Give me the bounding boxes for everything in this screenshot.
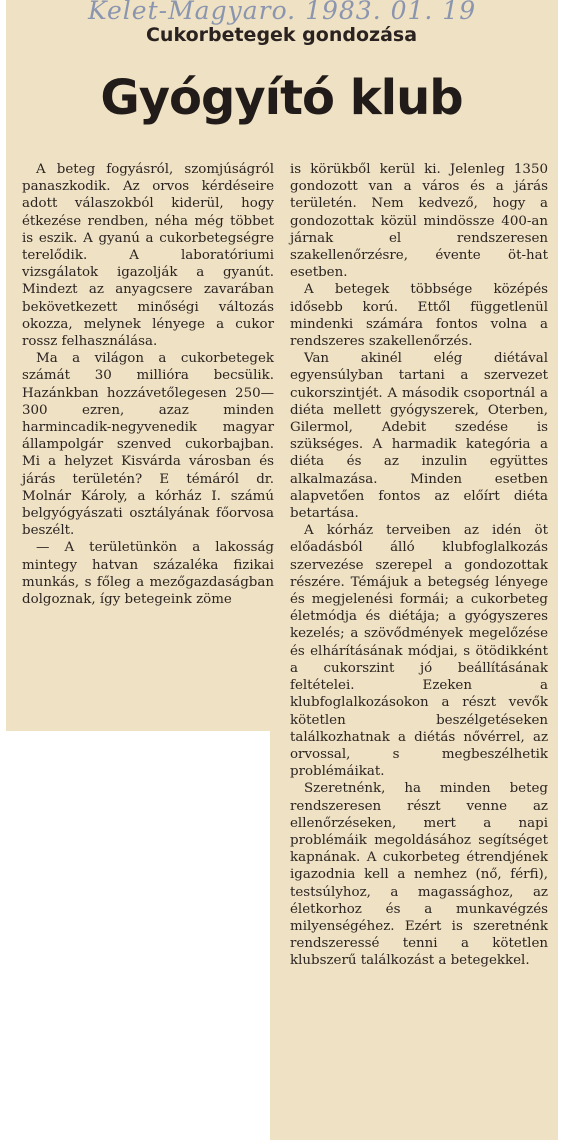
article-left-column <box>22 161 274 608</box>
article-paragraph: Van akinél elég diétával egyensúlyban tartani a szervezet cukorszintjét. A második csoportnál a diéta mellett gyógyszerek, Oterben, Gilermol, Adebit szedése is szükséges. A harmadik kategória a diéta és az inzulin együttes alkalmazása. Minden esetben alapvetően fontos az előírt diéta betartása. <box>290 351 548 522</box>
article-paragraph: Ma a világon a cukorbetegek számát 30 millióra becsülik. Hazánkban hozzávetőlegesen 250—300 ezren, azaz minden harmincadik-negyvenedik magyar állampolgár szenved cukorbajban. Mi a helyzet Kisvárda városban és járás területén? E témáról dr. Molnár Károly, a kórház I. számú belgyógyászati osztályának főorvosa beszélt. <box>22 351 274 539</box>
article-paragraph: Szeretnénk, ha minden beteg rendszeresen részt venne az ellenőrzéseken, mert a napi problémáik megoldásához segítséget kapnának. A cukorbeteg étrendjének igazodnia kell a nemhez (nő, férfi), testsúlyhoz, a magassághoz, az életkorhoz és a munkavégzés milyenségéhez. Ezért is szeretnénk rendszeressé tenni a kötetlen klubszerű találkozást a betegekkel. <box>290 781 548 969</box>
article-paragraph: A beteg fogyásról, szomjúságról panaszkodik. Az orvos kérdéseire adott válaszokból kiderül, hogy étkezése rendben, néha még többet is eszik. A gyanú a cukorbetegségre terelődik. A laboratóriumi vizsgálatok igazolják a gyanút. Mindezt az anyagcsere zavarában bekövetkezett minőségi változás okozza, melynek lényege a cukor rossz felhasználása. <box>22 162 274 350</box>
handwritten-source-note: Kelet-Magyaro. 1983. 01. 19 <box>88 0 477 25</box>
article-headline: Gyógyító klub <box>100 70 463 126</box>
article-paragraph: A betegek többsége középés idősebb korú. Ettől függetlenül mindenki számára fontos volna a rendszeres szakellenőrzés. <box>290 282 548 350</box>
article-paragraph: A kórház terveiben az idén öt előadásból álló klubfoglalkozás szervezése szerepel a gondozottak részére. Témájuk a betegség lényege és megjelenési formái; a cukorbeteg életmódja és diétája; a gyógyszeres kezelés; a szövődmények megelőzése és elhárításának módjai, s ötödikként a cukorszint jó beállításának feltételei. Ezeken a klubfoglalkozásokon a részt vevők kötetlen beszélgetéseken találkozhatnak a diétás nővérrel, az orvossal, s megbeszélhetik problémáikat. <box>290 523 548 780</box>
article-right-column <box>290 161 548 970</box>
article-paragraph: — A területünkön a lakosság mintegy hatvan százaléka fizikai munkás, s főleg a mezőgazdaságban dolgoznak, így betegeink zöme <box>22 540 274 608</box>
article-kicker: Cukorbetegek gondozása <box>145 24 418 46</box>
article-paragraph: is körükből kerül ki. Jelenleg 1350 gondozott van a város és a járás területén. Nem kedvező, hogy a gondozottak közül mindössze 400-an járnak el rendszeresen szakellenőrzésre, évente öt-hat esetben. <box>290 162 548 281</box>
